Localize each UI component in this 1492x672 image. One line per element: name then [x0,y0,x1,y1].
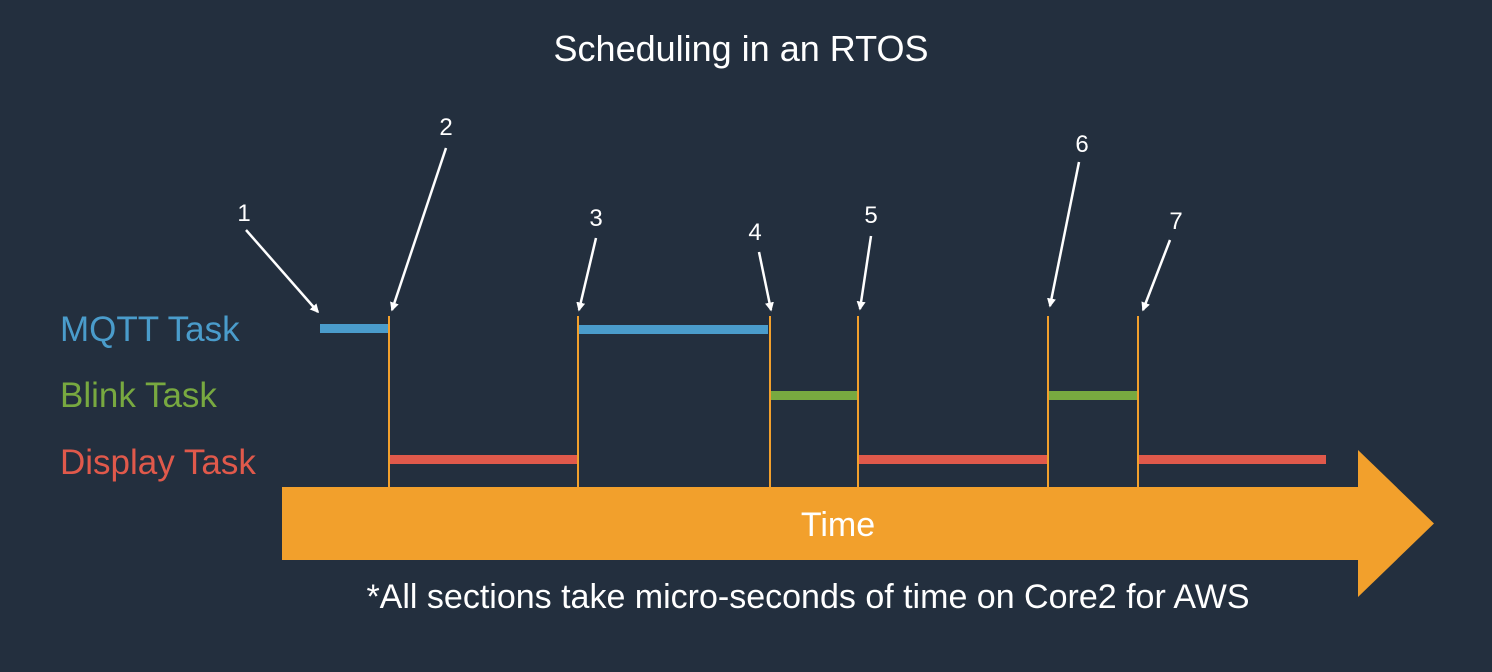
segment-blink-2 [1049,391,1137,400]
callout-number-2: 2 [439,114,453,141]
task-label-blink: Blink Task [60,376,217,415]
callout-arrow-6 [1050,162,1079,306]
time-axis-label: Time [800,506,876,544]
segment-mqtt-2 [579,325,768,334]
task-label-display: Display Task [60,443,256,482]
callout-number-3: 3 [589,205,603,232]
segment-display-1 [390,455,577,464]
callout-number-1: 1 [237,200,251,227]
segment-display-3 [1139,455,1326,464]
diagram-title: Scheduling in an RTOS [553,28,929,69]
callout-arrow-3 [579,238,596,310]
segment-mqtt-1 [320,324,388,333]
callout-number-7: 7 [1169,208,1183,235]
footnote: *All sections take micro-seconds of time on Core2 for AWS [366,578,1250,616]
callout-arrow-2 [392,148,446,310]
segment-blink-1 [771,391,857,400]
segment-display-2 [859,455,1048,464]
callout-number-4: 4 [748,219,762,246]
callout-number-5: 5 [864,202,878,229]
callout-arrow-1 [246,230,318,312]
task-label-mqtt: MQTT Task [60,310,240,349]
callout-arrow-7 [1143,240,1170,310]
callout-arrow-4 [759,252,771,310]
callout-arrow-5 [860,236,871,309]
callout-number-6: 6 [1075,131,1089,158]
